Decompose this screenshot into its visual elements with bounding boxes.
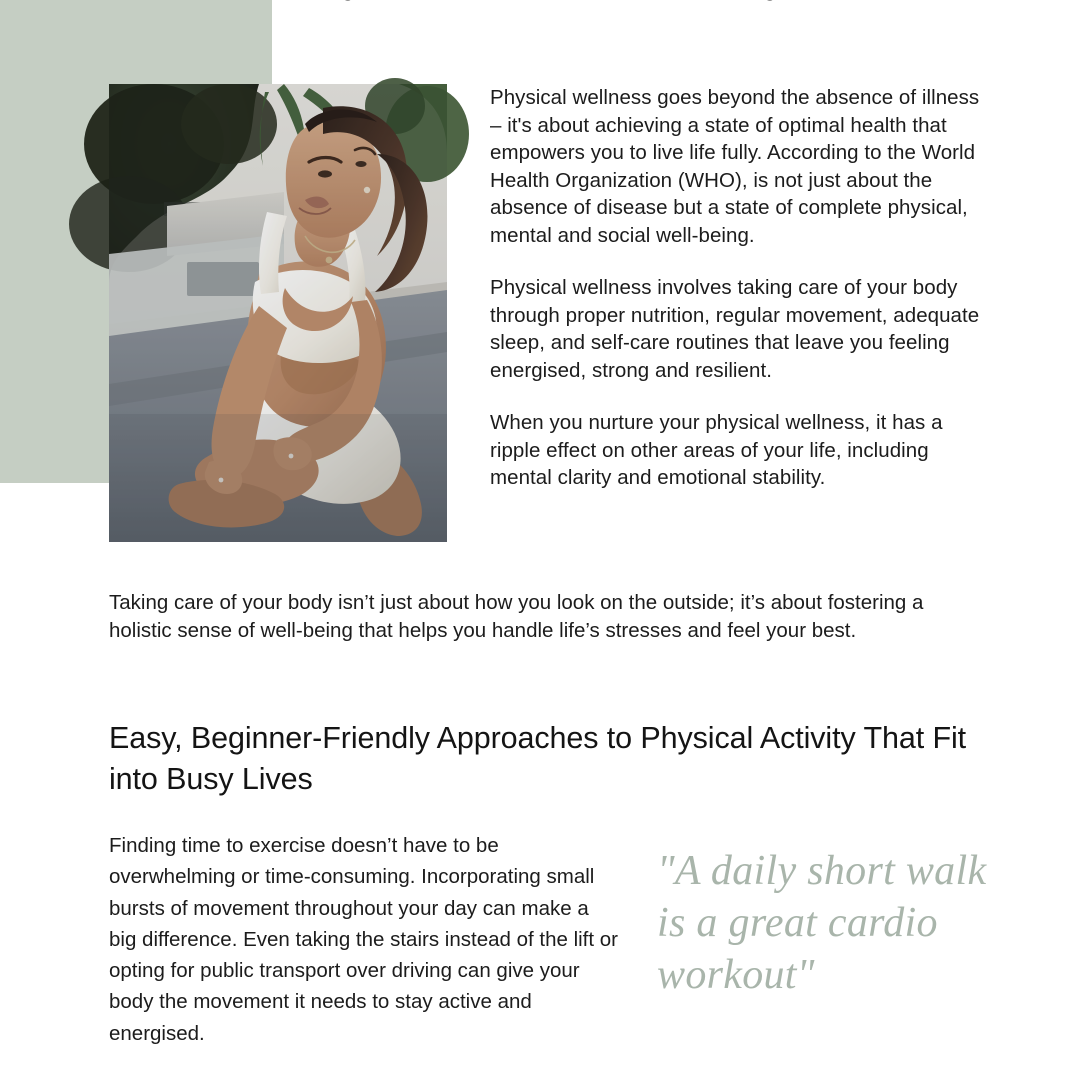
hero-paragraph-1: Physical wellness goes beyond the absence of illness – it's about achieving a state of optimal health that empowers you to live life fully. According to the World Health Organization (WHO), is not just about the absence of disease but a state of complete physical, mental and social well-being. <box>490 86 980 247</box>
pull-quote: "A daily short walk is a great cardio workout" <box>657 848 987 998</box>
section-heading: Easy, Beginner-Friendly Approaches to Physical Activity That Fit into Busy Lives <box>109 721 967 796</box>
hero-paragraph-2: Physical wellness involves taking care of your body through proper nutrition, regular movement, adequate sleep, and self-care routines that leave you feeling energised, strong and resilient. <box>490 276 980 382</box>
fullwidth-paragraph: Taking care of your body isn’t just about how you look on the outside; it’s about fostering a holistic sense of well-being that helps you handle life’s stresses and feel your best. <box>109 591 924 642</box>
page-title <box>0 0 1080 2</box>
section-left-paragraph: Finding time to exercise doesn’t have to be overwhelming or time-consuming. Incorporating small bursts of movement throughout your day can make a big difference. Even taking the stairs instead of the lift or opting for public transport over driving can give your body the movement it needs to stay active and energised. <box>109 834 618 1045</box>
hero-text-column <box>490 84 990 492</box>
hero-photo-illustration <box>109 84 447 542</box>
hero-paragraph-3: When you nurture your physical wellness, it has a ripple effect on other areas of your life, including mental clarity and emotional stability. <box>490 411 943 489</box>
hero-photo <box>109 84 447 542</box>
